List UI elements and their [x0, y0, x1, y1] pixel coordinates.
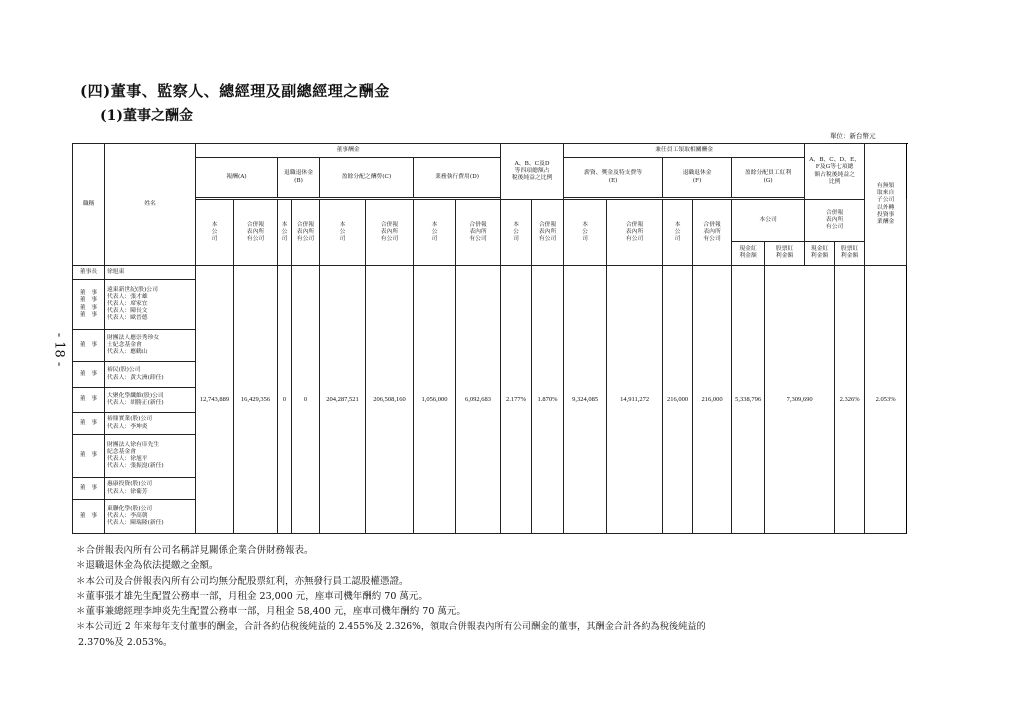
header-a-company: 本 公 司: [196, 200, 234, 266]
value-b-company: 0: [278, 266, 292, 534]
value-g-company-cash: 5,338,796: [732, 266, 765, 534]
header-g-company-cash: 現金紅 利金額: [732, 241, 765, 265]
footnote: ＊董事兼總經理李坤炎先生配置公務車一部，月租金 58,400 元，座車司機年酬約 70 萬元。: [76, 606, 466, 618]
header-g-consolidated-stock: 股票紅 利金額: [835, 241, 865, 265]
row-name: 裕鼎實業(股)公司 代表人：李坤炎: [105, 413, 196, 435]
row-name: 裕民(股)公司 代表人：黃大洲(卸任): [105, 362, 196, 388]
row-title: 董 事: [73, 388, 105, 413]
value-f-consolidated: 216,000: [693, 266, 732, 534]
row-name: 惠康投資(股)公司 代表人：徐葡芳: [105, 478, 196, 500]
footnote: ＊本公司及合併報表內所有公司均無分配股票紅利，亦無發行員工認股權憑證。: [76, 575, 409, 587]
value-d-consolidated: 6,092,683: [456, 266, 501, 534]
header-f: 退職退休金 (F): [663, 158, 732, 198]
header-abcdefg-ratio: A、B、C、D、E、 F及G等七項總 額占稅後純益之 比例: [805, 144, 865, 200]
header-e: 薪資、獎金及特支費等 (E): [564, 158, 663, 198]
subsection-heading: (1)董事之酬金: [100, 108, 193, 124]
row-name: 財團法人應崇秀珍女 士紀念基金會 代表人：應鶴山: [105, 330, 196, 362]
footnote: ＊董事張才雄先生配置公務車一部，月租金 23,000 元，座車司機年酬約 70 萬元。: [76, 590, 428, 602]
header-title: 職稱: [73, 144, 105, 266]
row-title: 董 事: [73, 362, 105, 388]
row-name: 遠東新世紀(股)公司 代表人：張才雄 代表人：席家宜 代表人：陳長文 代表人：歐晉德: [105, 280, 196, 330]
row-title: 董 事 董 事 董 事 董 事: [73, 280, 105, 330]
value-e-consolidated: 14,911,272: [607, 266, 663, 534]
row-title: 董事長: [73, 266, 105, 280]
value-c-company: 204,287,521: [320, 266, 366, 534]
row-name: 大聚化學纖維(股)公司 代表人：胡勝正(新任): [105, 388, 196, 413]
header-abcd-consolidated: 合併報 表內所 有公司: [532, 200, 564, 266]
director-remuneration-table: [72, 143, 907, 534]
header-b-consolidated: 合併報 表內所 有公司: [292, 200, 320, 266]
header-director-pay: 董事酬金: [196, 144, 501, 158]
value-c-consolidated: 206,508,160: [366, 266, 414, 534]
header-g-company: 本公司: [732, 200, 805, 242]
value-f-company: 216,000: [663, 266, 693, 534]
row-name: 東聯化學(股)公司 代表人：李高朝 代表人：陳瑞隆(新任): [105, 500, 196, 534]
row-title: 董 事: [73, 478, 105, 500]
header-c-company: 本 公 司: [320, 200, 366, 266]
row-title: 董 事: [73, 500, 105, 534]
header-c: 盈餘分配之酬勞(C): [320, 158, 414, 198]
value-e-company: 9,324,085: [564, 266, 607, 534]
value-abcd-company: 2.177%: [501, 266, 532, 534]
header-d-company: 本 公 司: [414, 200, 456, 266]
header-b: 退職退休金 (B): [278, 158, 320, 198]
header-e-consolidated: 合併報 表內所 有公司: [607, 200, 663, 266]
page-number: - 18 -: [51, 332, 67, 367]
header-a: 報酬(A): [196, 158, 278, 198]
header-abcd-ratio: A、B、C及D 等四項總額占 稅後純益之比例: [501, 144, 564, 200]
header-c-consolidated: 合併報 表內所 有公司: [366, 200, 414, 266]
header-f-consolidated: 合併報 表內所 有公司: [693, 200, 732, 266]
section-heading: (四)董事、監察人、總經理及副總經理之酬金: [80, 82, 390, 100]
value-abcd-consolidated: 1.870%: [532, 266, 564, 534]
header-d: 業務執行費用(D): [414, 158, 501, 198]
header-name: 姓名: [105, 144, 196, 266]
currency-unit: 單位：新台幣元: [830, 132, 876, 140]
footnote-continued: 2.370%及 2.053%。: [78, 636, 173, 648]
row-title: 董 事: [73, 330, 105, 362]
header-a-consolidated: 合併報 表內所 有公司: [234, 200, 278, 266]
value-a-company: 12,743,889: [196, 266, 234, 534]
header-g-company-stock: 股票紅 利金額: [765, 241, 805, 265]
value-a-consolidated: 16,429,356: [234, 266, 278, 534]
header-abcd-company: 本 公 司: [501, 200, 532, 266]
header-other-income: 有無領 取來自 子公司 以外轉 投資事 業酬金: [865, 144, 907, 266]
footnote: ＊退職退休金為依法提繳之金額。: [76, 560, 219, 572]
value-d-company: 1,056,000: [414, 266, 456, 534]
header-g-consolidated: 合併報 表內所 有公司: [805, 200, 865, 242]
header-e-company: 本 公 司: [564, 200, 607, 266]
row-name: 徐旭東: [105, 266, 196, 280]
row-title: 董 事: [73, 413, 105, 435]
header-d-consolidated: 合併報 表內所 有公司: [456, 200, 501, 266]
value-all-consolidated: 2.053%: [865, 266, 907, 534]
footnote: ＊合併報表內所有公司名稱詳見關係企業合併財務報表。: [76, 545, 314, 556]
row-title: 董 事: [73, 435, 105, 478]
header-g: 盈餘分配員工紅利 (G): [732, 158, 805, 198]
header-g-consolidated-cash: 現金紅 利金額: [805, 241, 835, 265]
value-all-company: 2.326%: [835, 266, 865, 534]
footnote: ＊本公司近 2 年來每年支付董事的酬金，合計各約佔稅後純益的 2.455%及 2.326%，領取合併報表內所有公司酬金的董事，其酬金合計各約為稅後純益的: [76, 621, 706, 633]
header-f-company: 本 公 司: [663, 200, 693, 266]
header-b-company: 本 公 司: [278, 200, 292, 266]
value-b-consolidated: 0: [292, 266, 320, 534]
value-g-consolidated-cash: 7,309,690: [765, 266, 835, 534]
row-name: 財團法人徐有庠先生 紀念基金會 代表人：徐旭平 代表人：張振崑(新任): [105, 435, 196, 478]
footnotes: [76, 543, 916, 650]
header-employee-pay: 兼任員工領取相關酬金: [564, 144, 805, 158]
